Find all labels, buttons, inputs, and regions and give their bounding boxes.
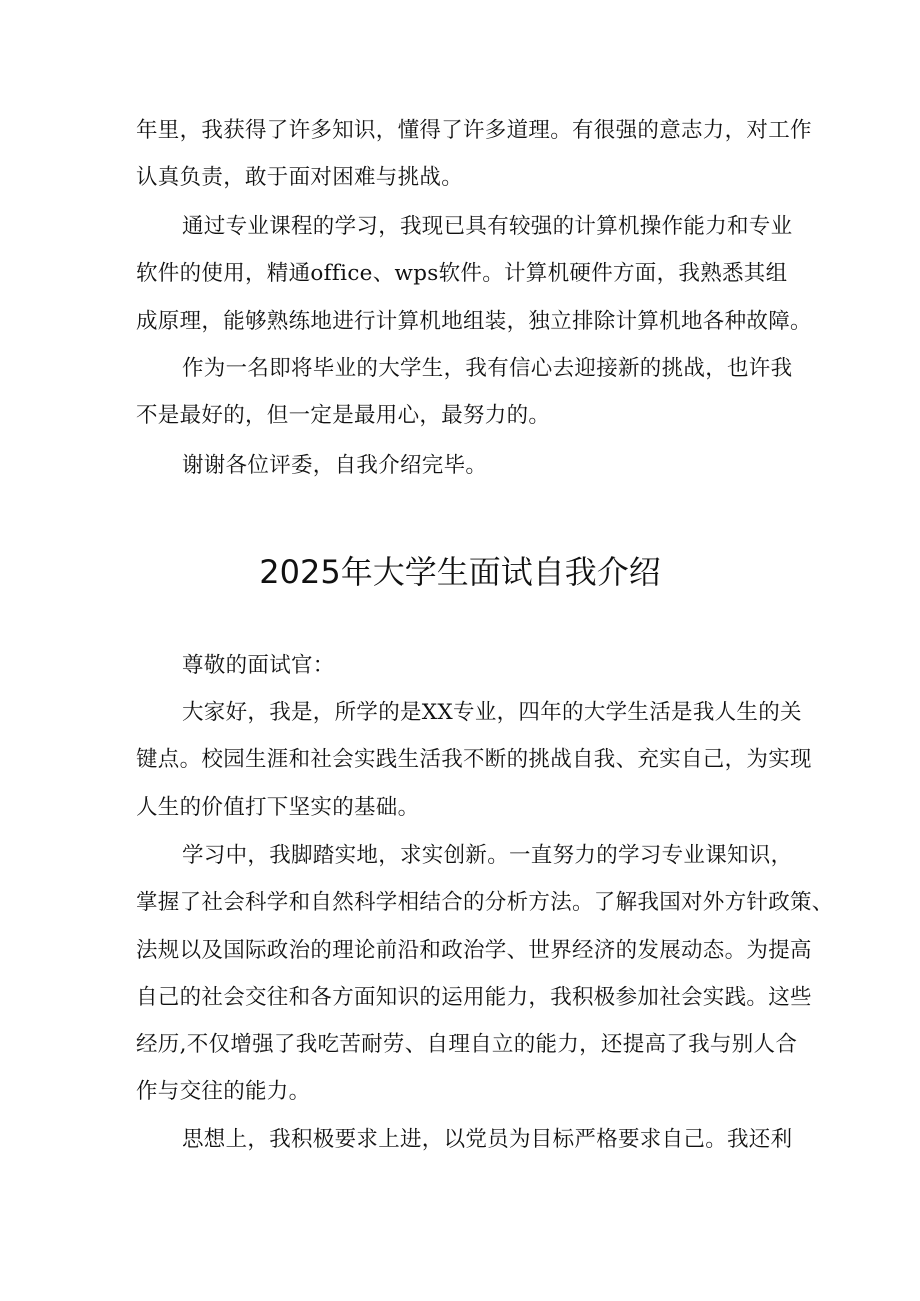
paragraph-greeting bbox=[136, 642, 796, 689]
paragraph-study bbox=[136, 832, 834, 1116]
text-line: 成原理，能够熟练地进行计算机地组装，独立排除计算机地各种故障。 bbox=[136, 308, 812, 334]
text-line: 认真负责，敢于面对困难与挑战。 bbox=[136, 165, 464, 191]
text-line: 谢谢各位评委，自我介绍完毕。 bbox=[182, 453, 488, 478]
text-line: 通过专业课程的学习，我现已具有较强的计算机操作能力和专业 bbox=[182, 214, 793, 239]
text-line: 人生的价值打下坚实的基础。 bbox=[136, 794, 420, 820]
paragraph-introduction bbox=[136, 689, 812, 831]
paragraph-computer-skills bbox=[136, 203, 812, 345]
text-line: 尊敬的面试官： bbox=[182, 653, 335, 678]
paragraph-ideology bbox=[136, 1116, 796, 1163]
text-line: 大家好，我是，所学的是XX专业，四年的大学生活是我人生的关 bbox=[182, 700, 802, 725]
text-line: 学习中，我脚踏实地，求实创新。一直努力的学习专业课知识， bbox=[182, 843, 793, 868]
text-line: 作为一名即将毕业的大学生，我有信心去迎接新的挑战，也许我 bbox=[182, 356, 793, 381]
text-line: 作与交往的能力。 bbox=[136, 1079, 311, 1105]
paragraph-thanks bbox=[136, 442, 796, 489]
paragraph-knowledge bbox=[136, 107, 812, 202]
text-line: 掌握了社会科学和自然科学相结合的分析方法。了解我国对外方针政策、 bbox=[136, 890, 834, 916]
paragraph-confidence bbox=[136, 345, 796, 440]
text-line: 思想上，我积极要求上进，以党员为目标严格要求自己。我还利 bbox=[182, 1127, 793, 1152]
text-line: 键点。校园生涯和社会实践生活我不断的挑战自我、充实自己，为实现 bbox=[136, 747, 812, 773]
text-line: 年里，我获得了许多知识，懂得了许多道理。有很强的意志力，对工作 bbox=[136, 118, 812, 143]
text-line: 自己的社会交往和各方面知识的运用能力，我积极参加社会实践。这些 bbox=[136, 984, 812, 1010]
text-line: 软件的使用，精通office、wps软件。计算机硬件方面，我熟悉其组 bbox=[136, 261, 788, 287]
text-line: 经历,不仅增强了我吃苦耐劳、自理自立的能力，还提高了我与别人合 bbox=[136, 1032, 798, 1058]
document-title: 2025年大学生面试自我介绍 bbox=[259, 553, 661, 591]
text-line: 不是最好的，但一定是最用心，最努力的。 bbox=[136, 403, 551, 429]
text-line: 法规以及国际政治的理论前沿和政治学、世界经济的发展动态。为提高 bbox=[136, 937, 812, 963]
